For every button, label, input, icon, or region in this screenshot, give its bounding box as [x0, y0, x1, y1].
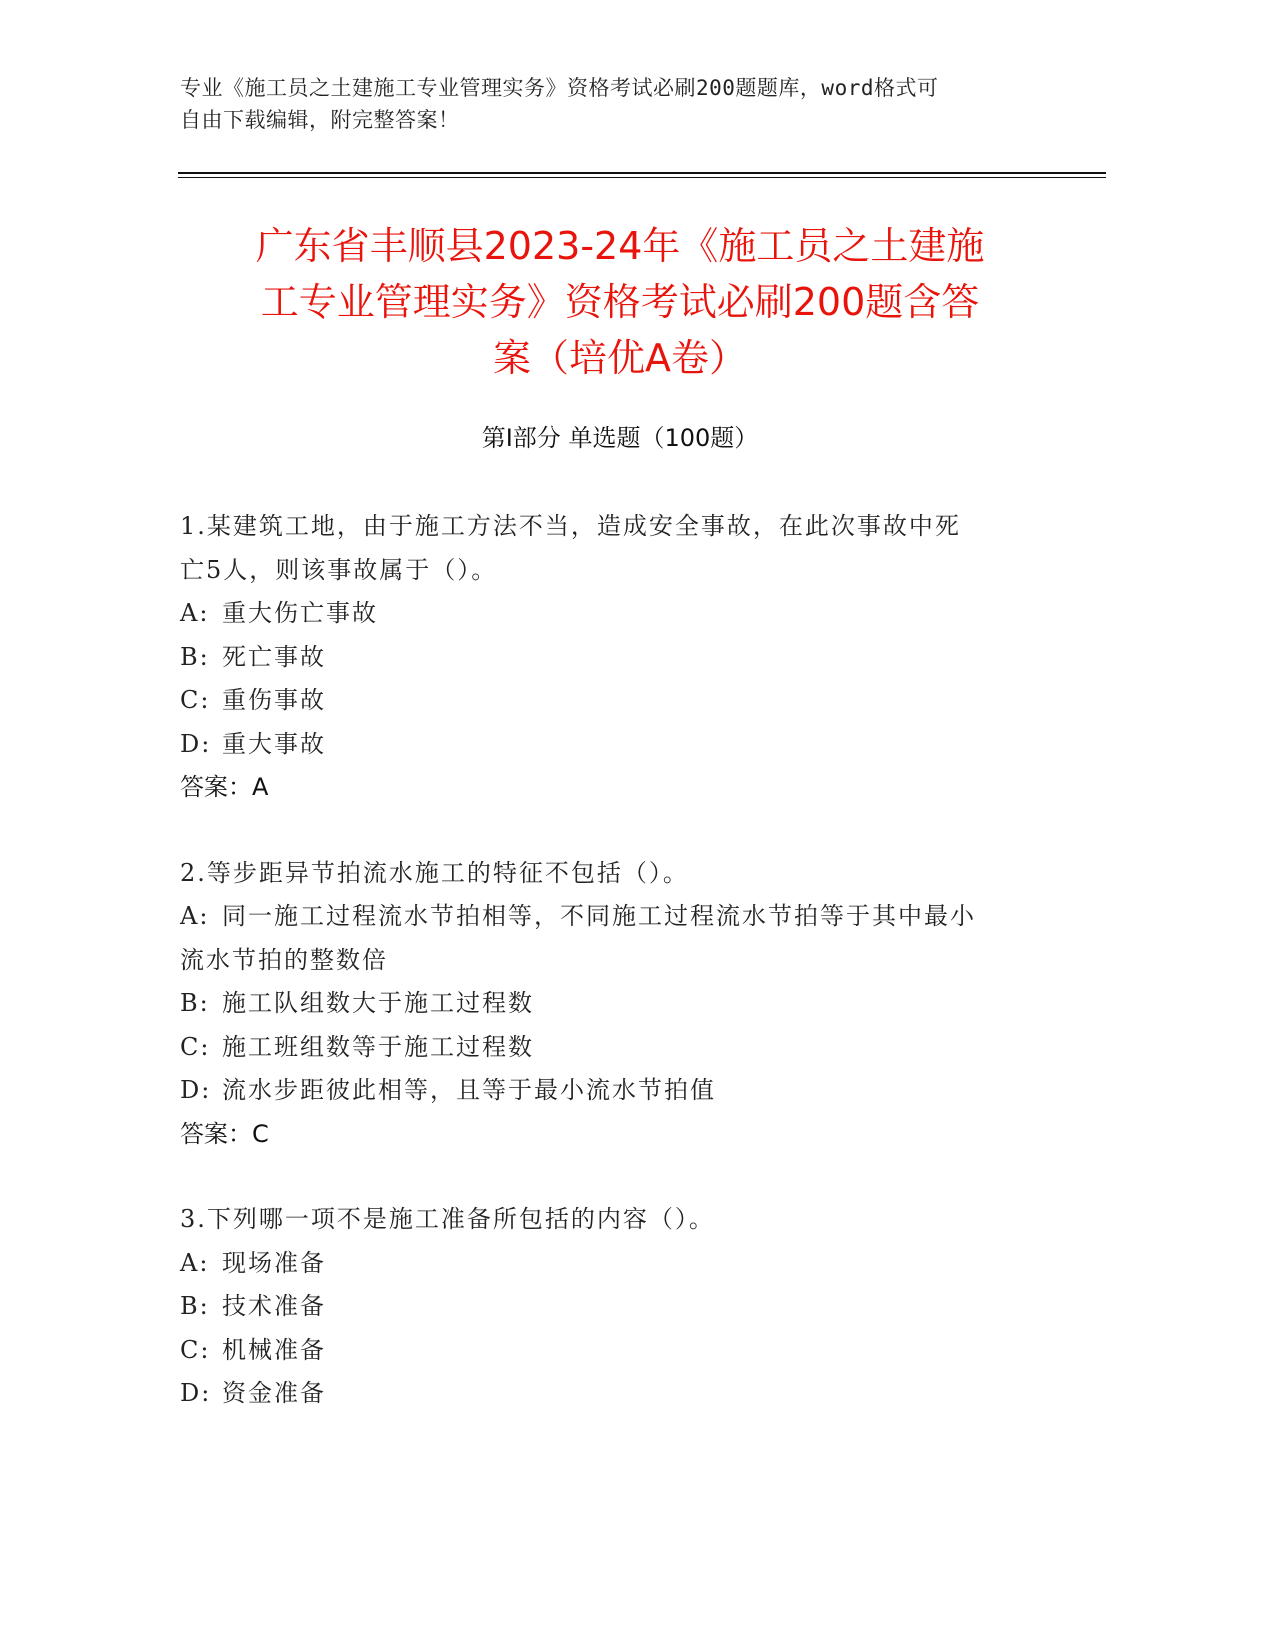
document-title-line-1: 广东省丰顺县2023-24年《施工员之土建施 — [255, 224, 985, 268]
option-key: B: — [180, 989, 210, 1017]
option-key: A: — [180, 902, 210, 930]
option-text: 死亡事故 — [222, 642, 326, 671]
option-key: C: — [180, 1335, 211, 1364]
document-title-line-3: 案（培优A卷） — [493, 336, 747, 380]
option-key: D: — [180, 1379, 212, 1407]
option-text: 同一施工过程流水节拍相等，不同施工过程流水节拍等于其中最小 — [222, 902, 976, 930]
option-key: D: — [180, 1076, 212, 1104]
option-key: D: — [180, 729, 212, 758]
option-b — [180, 982, 1040, 1026]
option-key: A: — [180, 599, 210, 627]
header-note — [180, 72, 1040, 136]
header-note-line-2: 自由下载编辑，附完整答案！ — [180, 108, 460, 132]
option-key: B: — [180, 642, 210, 671]
option-text: 施工队组数大于施工过程数 — [222, 989, 534, 1017]
option-a-continued: 流水节拍的整数倍 — [180, 945, 388, 974]
section-heading: 第Ⅰ部分 单选题（100题） — [481, 424, 759, 452]
option-text: 技术准备 — [222, 1292, 326, 1320]
option-text: 资金准备 — [222, 1379, 326, 1407]
option-c — [180, 1329, 1040, 1373]
option-text: 现场准备 — [222, 1248, 326, 1277]
option-d — [180, 1372, 1040, 1416]
option-d — [180, 1069, 1040, 1113]
document-title-line-2: 工专业管理实务》资格考试必刷200题含答 — [260, 280, 980, 324]
question-3 — [180, 1198, 1040, 1416]
option-d — [180, 723, 1040, 767]
header-divider-thick — [178, 172, 1106, 174]
option-key: A: — [180, 1248, 210, 1277]
answer: 答案：A — [180, 773, 269, 801]
option-b — [180, 1285, 1040, 1329]
option-text: 重大伤亡事故 — [222, 599, 378, 627]
option-key: C: — [180, 686, 211, 714]
option-key: C: — [180, 1032, 211, 1061]
header-divider-thin — [178, 177, 1106, 178]
question-stem: 2.等步距异节拍流水施工的特征不包括（）。 — [180, 858, 689, 887]
question-stem: 1.某建筑工地，由于施工方法不当，造成安全事故，在此次事故中死 — [180, 512, 961, 540]
option-text: 流水步距彼此相等，且等于最小流水节拍值 — [222, 1076, 716, 1104]
question-stem-continued: 亡5人，则该事故属于（）。 — [180, 555, 498, 584]
option-c — [180, 679, 1040, 723]
question-stem: 3.下列哪一项不是施工准备所包括的内容（）。 — [180, 1205, 715, 1233]
answer: 答案：C — [180, 1119, 269, 1148]
option-a — [180, 592, 1040, 636]
option-a — [180, 895, 1040, 939]
option-a — [180, 1242, 1040, 1286]
option-b — [180, 636, 1040, 680]
option-text: 施工班组数等于施工过程数 — [222, 1032, 534, 1061]
question-1 — [180, 505, 1040, 810]
option-text: 重大事故 — [222, 729, 326, 758]
option-text: 重伤事故 — [222, 686, 326, 714]
option-text: 机械准备 — [222, 1335, 326, 1364]
option-key: B: — [180, 1292, 210, 1320]
header-note-line-1: 专业《施工员之土建施工专业管理实务》资格考试必刷200题题库，word格式可 — [180, 76, 939, 100]
question-2 — [180, 852, 1040, 1157]
document-title — [180, 218, 1060, 386]
question-list — [180, 505, 1040, 1458]
option-c — [180, 1026, 1040, 1070]
